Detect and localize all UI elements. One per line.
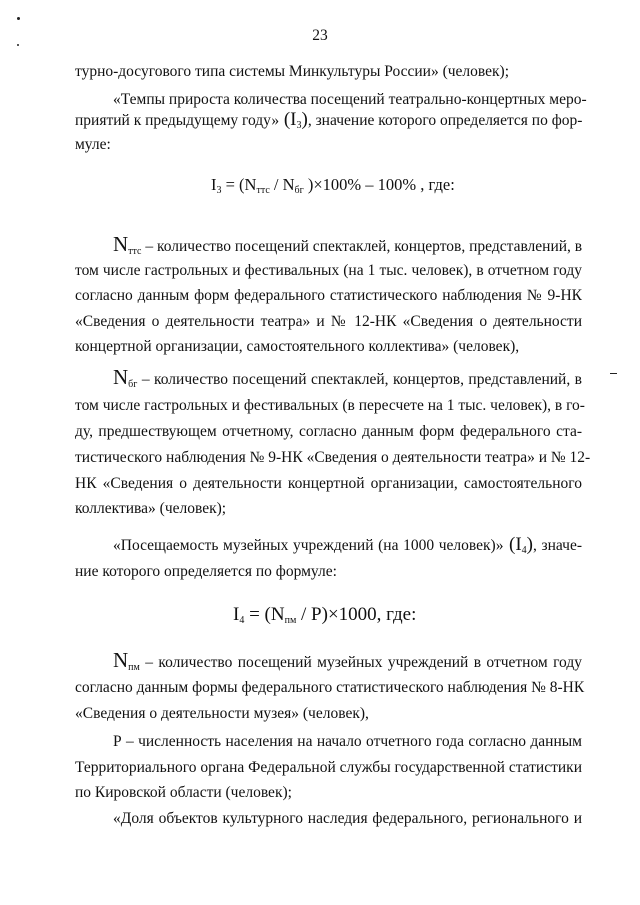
text-line: ние которого определяется по формуле: (75, 563, 337, 580)
text-line-with-symbol: «Посещаемость музейных учреждений (на 1000 человек)» $(I_4)$, значе- (113, 534, 582, 556)
definition-line: $N_{пм}$ – количество посещений музейных учреждений в отчетном году (113, 648, 582, 673)
symbol-n-pm: $N_{пм}$ (113, 648, 140, 673)
text-line: Р – численность населения на начало отчетного года согласно данным (113, 733, 582, 750)
scan-mark-top (17, 17, 20, 20)
formula-i4: $I_4 = (N_{пм} / P)\times 1000$, где: (233, 604, 417, 626)
text-line: «Темпы прироста количества посещений театрально-концертных меро- (113, 91, 587, 108)
definition-line: $N_{бг}$ – количество посещений спектаклей, концертов, представлений, в (113, 365, 582, 390)
symbol-n-bg: $N_{бг}$ (113, 365, 138, 390)
text-line: турно-досугового типа системы Минкультуры России» (человек); (75, 63, 510, 80)
text-line: коллектива» (человек); (75, 500, 227, 517)
text-segment: , значение которого определяется по фор- (307, 112, 583, 129)
text-line: Территориального органа Федеральной службы государственной статистики (75, 759, 582, 776)
definition-line: $N_{ттс}$ – количество посещений спектаклей, концертов, представлений, в (113, 232, 583, 257)
text-line: муле: (75, 136, 111, 153)
text-line: «Сведения о деятельности музея» (человек), (75, 705, 369, 722)
text-line: концертной организации, самостоятельного коллектива» (человек), (75, 338, 520, 355)
text-line: согласно данным форм федерального статистического наблюдения № 9-НК (75, 287, 582, 304)
text-line: по Кировской области (человек); (75, 784, 292, 801)
formula-i3: $I_3 = (N_{ттс} / N_{бг}$ )×100% – 100% , где: (211, 175, 455, 196)
scan-mark-right (610, 373, 617, 374)
text-line: том числе гастрольных и фестивальных (в пересчете на 1 тыс. человек), в го- (75, 397, 585, 414)
symbol-n-ttc: $N_{ттс}$ (113, 232, 142, 257)
text-line: НК «Сведения о деятельности концертной организации, самостоятельного (75, 475, 582, 492)
text-line: том числе гастрольных и фестивальных (на 1 тыс. человек), в отчетном году (75, 262, 582, 279)
text-line: согласно данным формы федерального статистического наблюдения № 8-НК (75, 679, 585, 696)
text-line: «Доля объектов культурного наследия федерального, регионального и (113, 810, 582, 827)
symbol-i3: $(I_3)$ (279, 109, 308, 131)
page-number: 23 (312, 27, 328, 44)
text-segment: приятий к предыдущему году» (75, 112, 280, 129)
symbol-i4: $(I_4)$ (503, 534, 533, 556)
text-line-with-symbol (75, 111, 582, 135)
text-line: ду, предшествующем отчетному, согласно данным форм федерального ста- (75, 423, 582, 440)
text-line: тистического наблюдения № 9-НК «Сведения о деятельности театра» и № 12- (75, 449, 591, 466)
text-line: «Сведения о деятельности театра» и № 12-НК «Сведения о деятельности (75, 313, 582, 330)
